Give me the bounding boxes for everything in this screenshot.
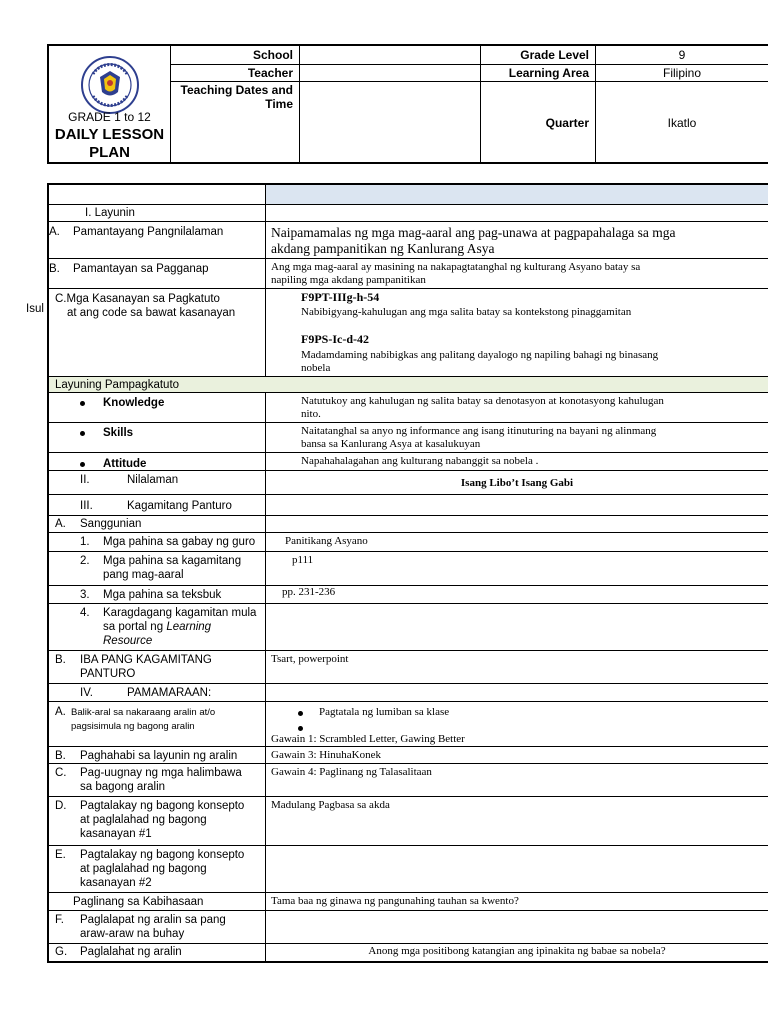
row-paglalapat [49, 911, 768, 944]
competency-desc-1: Nabibigyang-kahulugan ang mga salita batay sa kontekstong pinaggamitan [301, 306, 632, 318]
row-gabay-ng-guro [49, 533, 768, 552]
sanggunian-label: Sanggunian [80, 518, 142, 530]
kagamitan-label: Kagamitang Panturo [127, 500, 232, 512]
g-label: Paglalahat ng aralin [80, 946, 182, 958]
row-paglalahat [49, 944, 768, 961]
d-label-line3: kasanayan #1 [80, 828, 152, 840]
d-label-line1: Pagtalakay ng bagong konsepto [80, 800, 245, 812]
row-kabihasaan [49, 893, 768, 911]
row-pamantayan-pagganap [49, 259, 768, 289]
item4-label-line2b: Learning [166, 621, 212, 633]
lesson-plan-table [47, 183, 768, 963]
pamamaraan-label: PAMAMARAAN: [127, 687, 212, 699]
item4-label-line2a: sa portal ng [103, 621, 164, 633]
row-letter: G. [55, 946, 68, 958]
skills-value-line2: bansa sa Kanlurang Asya at kasalukuyan [301, 438, 481, 450]
iba-label-line1: IBA PANG KAGAMITANG [80, 654, 212, 666]
knowledge-value-line2: nito. [301, 408, 321, 420]
learning-area-label: Learning Area [508, 66, 589, 80]
row-letter: B. [49, 263, 60, 275]
row-letter: E. [55, 849, 66, 861]
nilalaman-number: II. [80, 474, 90, 486]
header-table [47, 44, 768, 164]
row-attitude [49, 453, 768, 471]
skills-label: Skills [103, 427, 134, 439]
row-letter: B. [55, 654, 66, 666]
item2-label-line1: Mga pahina sa kagamitang [103, 555, 242, 567]
item4-label-line2 [103, 620, 211, 634]
f-label-line1: Paglalapat ng aralin sa pang [80, 914, 226, 926]
row-sanggunian [49, 516, 768, 533]
kasanayan-label-line1: C.Mga Kasanayan sa Pagkatuto [55, 293, 220, 305]
pamantayang-label: Pamantayang Pangnilalaman [73, 226, 224, 238]
grade-range: GRADE 1 to 12 [68, 110, 151, 124]
learning-area-value: Filipino [662, 66, 701, 80]
e-label-line3: kasanayan #2 [80, 877, 152, 889]
competency-desc-2-line2: nobela [301, 362, 331, 374]
item4-label-line3: Resource [103, 635, 153, 647]
e-label-line1: Pagtalakay ng bagong konsepto [80, 849, 245, 861]
row-kasanayan [49, 289, 768, 377]
kagamitan-number: III. [80, 500, 93, 512]
iba-value: Tsart, powerpoint [271, 653, 349, 665]
row-pag-uugnay [49, 764, 768, 797]
row-kagamitang-panturo [49, 495, 768, 516]
item3-label: Mga pahina sa teksbuk [103, 589, 222, 601]
row-paghahabi [49, 747, 768, 764]
plan-title-line2: PLAN [89, 144, 130, 161]
iba-label-line2: PANTURO [80, 668, 136, 680]
f-label-line2: araw-araw na buhay [80, 928, 185, 940]
competency-code-2: F9PS-Ic-d-42 [301, 332, 369, 346]
nilalaman-label: Nilalaman [127, 474, 179, 486]
e-label-line2: at paglalahad ng bagong [80, 863, 207, 875]
kabihasaan-label: Paglinang sa Kabihasaan [73, 896, 204, 908]
a-value-line2: Gawain 1: Scrambled Letter, Gawing Better [271, 733, 465, 745]
competency-code-1: F9PT-IIIg-h-54 [301, 290, 380, 304]
quarter-label: Quarter [545, 116, 589, 130]
layunin-heading: I. Layunin [85, 207, 135, 219]
d-value: Madulang Pagbasa sa akda [271, 799, 390, 811]
bullet-icon [298, 726, 303, 731]
margin-text: Isul [26, 303, 44, 315]
row-number: 2. [80, 555, 90, 567]
row-teksbuk [49, 586, 768, 604]
item2-label-line2: pang mag-aaral [103, 569, 184, 581]
row-letter: A. [55, 518, 66, 530]
bullet-icon [80, 431, 85, 436]
grade-level-label: Grade Level [520, 48, 589, 62]
pagganap-label: Pamantayan sa Pagganap [73, 263, 209, 275]
row-number: 3. [80, 589, 90, 601]
row-pamantayang-pangnilalaman [49, 222, 768, 259]
kabihasaan-value: Tama baa ng ginawa ng pangunahing tauhan sa kwento? [271, 895, 519, 907]
knowledge-label: Knowledge [103, 397, 165, 409]
g-value: Anong mga positibong katangian ang ipinakita ng babae sa nobela? [368, 945, 666, 957]
item1-value: Panitikang Asyano [285, 535, 368, 547]
b-value: Gawain 3: HinuhaKonek [271, 749, 381, 761]
a-label-line2: pagsisimula ng bagong aralin [71, 721, 195, 732]
row-number: 1. [80, 536, 90, 548]
quarter-value: Ikatlo [667, 116, 697, 130]
dates-label-line2: Time [265, 97, 293, 111]
row-layunin [49, 205, 768, 222]
item2-value: p111 [292, 554, 314, 566]
skills-value-line1: Naitatanghal sa anyo ng informance ang isang itinuturing na bayani ng alinmang [301, 425, 657, 437]
bullet-icon [298, 711, 303, 716]
row-number: 4. [80, 607, 90, 619]
grade-level-value: 9 [678, 48, 686, 62]
row-kagamitang-mag-aaral [49, 552, 768, 586]
competency-desc-2-line1: Madamdaming nabibigkas ang palitang dayalogo ng napiling bahagi ng binasang [301, 349, 659, 361]
row-nilalaman [49, 471, 768, 495]
row-letter: C. [55, 767, 67, 779]
item1-label: Mga pahina sa gabay ng guro [103, 536, 256, 548]
bullet-icon [80, 401, 85, 406]
c-label-line2: sa bagong aralin [80, 781, 166, 793]
plan-title-line1: DAILY LESSON [54, 126, 165, 143]
a-label-line1: Balik-aral sa nakaraang aralin at/o [71, 707, 216, 718]
attitude-label: Attitude [103, 458, 147, 470]
item4-label-line1: Karagdagang kagamitan mula [103, 607, 257, 619]
row-letter: F. [55, 914, 64, 926]
row-learning-resource [49, 604, 768, 651]
layuning-pampagkatuto-heading: Layuning Pampagkatuto [55, 379, 180, 391]
knowledge-value-line1: Natutukoy ang kahulugan ng salita batay sa denotasyon at konotasyong kahulugan [301, 395, 664, 407]
table-header-row [49, 185, 768, 205]
b-label: Paghahabi sa layunin ng aralin [80, 750, 238, 762]
row-kasanayan-2 [49, 846, 768, 893]
pagganap-value-line2: napiling mga akdang pampanitikan [271, 274, 426, 286]
row-knowledge [49, 393, 768, 423]
pamamaraan-number: IV. [80, 687, 94, 699]
row-letter: B. [55, 750, 66, 762]
row-kasanayan-1 [49, 797, 768, 846]
school-label: School [252, 48, 293, 62]
d-label-line2: at paglalahad ng bagong [80, 814, 207, 826]
deped-seal-logo [81, 56, 139, 114]
row-letter: D. [55, 800, 67, 812]
row-letter: A. [55, 706, 66, 718]
attitude-value: Napahahalagahan ang kulturang nabanggit sa nobela . [301, 455, 539, 467]
bullet-icon [80, 462, 85, 467]
teacher-label: Teacher [247, 66, 293, 80]
nilalaman-value: Isang Libo’t Isang Gabi [460, 477, 574, 489]
a-value-bullet1: Pagtatala ng lumiban sa klase [319, 706, 450, 718]
c-label-line1: Pag-uugnay ng mga halimbawa [80, 767, 242, 779]
kasanayan-label-line2: at ang code sa bawat kasanayan [67, 307, 236, 319]
row-pamamaraan [49, 684, 768, 702]
row-balik-aral [49, 702, 768, 747]
row-layuning-pampagkatuto [49, 377, 768, 393]
row-letter: A. [49, 226, 60, 238]
pagganap-value-line1: Ang mga mag-aaral ay masining na nakapagtatanghal ng kulturang Asyano batay sa [271, 261, 641, 273]
pamantayang-value-line1: Naipamamalas ng mga mag-aaral ang pag-unawa at pagpapahalaga sa mga [271, 225, 676, 240]
row-skills [49, 423, 768, 453]
c-value: Gawain 4: Paglinang ng Talasalitaan [271, 766, 432, 778]
item3-value: pp. 231-236 [282, 586, 336, 598]
pamantayang-value-line2: akdang pampanitikan ng Kanlurang Asya [271, 241, 495, 256]
dates-label-line1: Teaching Dates and [180, 83, 293, 97]
row-iba-pang-kagamitang [49, 651, 768, 684]
